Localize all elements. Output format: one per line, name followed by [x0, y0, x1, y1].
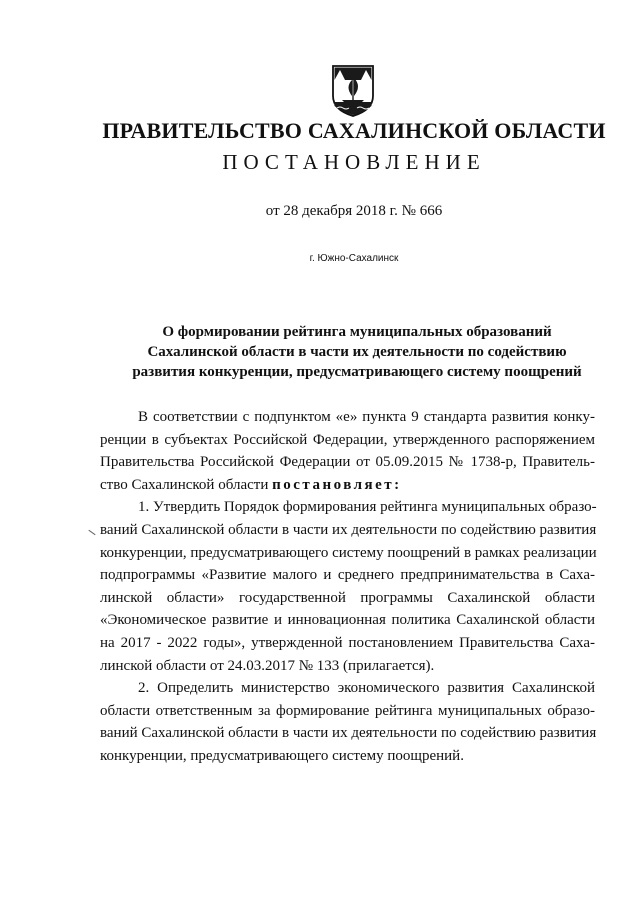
text-line: конкуренции, предусматривающего систему поощрений. — [100, 747, 464, 764]
text-line: «Экономическое развитие и инновационная политика Сахалинской области — [100, 612, 595, 629]
heading-line: О формировании рейтинга муниципальных образований — [162, 324, 552, 340]
text-line: ваний Сахалинской области в части их деятельности по содействию развития — [100, 521, 597, 538]
resolves-keyword: постановляет: — [272, 476, 402, 493]
text-line: ваний Сахалинской области в части их деятельности по содействию развития — [100, 725, 597, 742]
text-line: конкуренции, предусматривающего систему поощрений в рамках реализации — [100, 544, 597, 561]
document-type: ПОСТАНОВЛЕНИЕ — [222, 150, 486, 174]
heading-line: развития конкуренции, предусматривающего систему поощрений — [132, 364, 582, 380]
text-fragment: ство Сахалинской области — [100, 476, 273, 493]
text-line: 2. Определить министерство экономического развития Сахалинской — [138, 680, 595, 697]
document-body — [100, 406, 595, 768]
preamble-paragraph — [100, 406, 595, 496]
document-place: г. Южно-Сахалинск — [309, 253, 399, 264]
text-line — [100, 474, 595, 497]
document-date-number: от 28 декабря 2018 г. № 666 — [265, 203, 443, 219]
scan-mark — [88, 530, 95, 535]
government-title: ПРАВИТЕЛЬСТВО САХАЛИНСКОЙ ОБЛАСТИ — [102, 118, 606, 143]
heading-line: Сахалинской области в части их деятельности по содействию — [147, 344, 567, 360]
text-line: ренции в субъектах Российской Федерации, утвержденного распоряжением — [100, 431, 595, 448]
text-line: подпрограммы «Развитие малого и среднего предпринимательства в Саха- — [100, 567, 595, 584]
text-line: на 2017 - 2022 годы», утвержденной постановлением Правительства Саха- — [100, 634, 595, 651]
item-1-paragraph — [100, 496, 595, 677]
sakhalin-coat-of-arms-icon — [330, 62, 376, 118]
document-heading — [122, 322, 592, 382]
text-line: Правительства Российской Федерации от 05.09.2015 № 1738-р, Правитель- — [100, 454, 595, 471]
item-2-paragraph — [100, 677, 595, 767]
text-line: области ответственным за формирование рейтинга муниципальных образо- — [100, 702, 595, 719]
text-line: линской области» государственной программы Сахалинской области — [100, 589, 595, 606]
text-line: линской области от 24.03.2017 № 133 (прилагается). — [100, 657, 435, 674]
text-line: 1. Утвердить Порядок формирования рейтинга муниципальных образо- — [138, 499, 597, 516]
text-line: В соответствии с подпунктом «е» пункта 9 стандарта развития конку- — [138, 409, 595, 425]
